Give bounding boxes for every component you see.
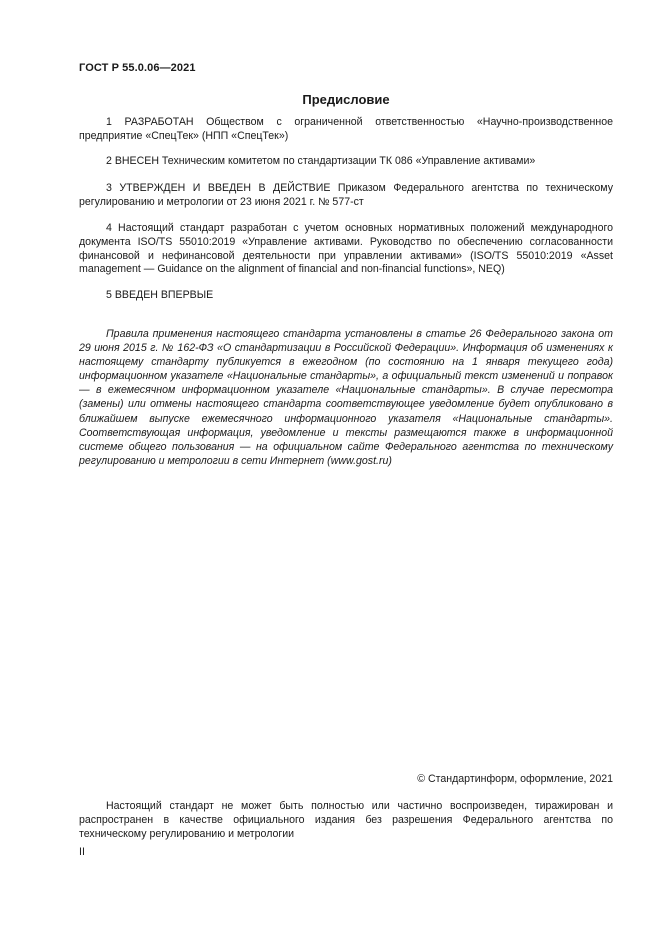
foreword-item-1: 1 РАЗРАБОТАН Обществом с ограниченной ответственностью «Научно-производственное предприятие «СпецТек» (НПП «СпецТек») [79,116,613,142]
foreword-title: Предисловие [302,92,390,107]
foreword-item-4: 4 Настоящий стандарт разработан с учетом основных нормативных положений международного документа ISO/TS 55010:2019 «Управление активами. Руководство по обеспечению согласованности финансовой и нефинансовой деятельности при управлении активами» (ISO/TS 55010:2019 «Asset management — Guidance on the alignment of financial and non-financial functions», NEQ) [79,222,613,276]
application-rules-notice: Правила применения настоящего стандарта установлены в статье 26 Федерального закона от 29 июня 2015 г. № 162-ФЗ «О стандартизации в Российской Федерации». Информация об изменениях к настоящему стандарту публикуется в ежегодном (по состоянию на 1 января текущего года) информационном указателе «Национальные стандарты», а официальный текст изменений и поправок — в ежемесячном информационном указателе «Национальные стандарты». В случае пересмотра (замены) или отмены настоящего стандарта соответствующее уведомление будет опубликовано в ближайшем выпуске ежемесячного информационного указателя «Национальные стандарты». Соответствующая информация, уведомление и тексты размещаются также в информационной системе общего пользования — на официальном сайте Федерального агентства по техническому регулированию и метрологии в сети Интернет (www.gost.ru) [79,328,613,467]
foreword-item-2: 2 ВНЕСЕН Техническим комитетом по стандартизации ТК 086 «Управление активами» [106,155,536,167]
foreword-item-3: 3 УТВЕРЖДЕН И ВВЕДЕН В ДЕЙСТВИЕ Приказом Федерального агентства по техническому регулированию и метрологии от 23 июня 2021 г. № 577-ст [79,182,613,208]
standard-number: ГОСТ Р 55.0.06—2021 [79,62,196,74]
reproduction-note: Настоящий стандарт не может быть полностью или частично воспроизведен, тиражирован и распространен в качестве официального издания без разрешения Федерального агентства по техническому регулированию и метрологии [79,800,613,840]
foreword-item-5: 5 ВВЕДЕН ВПЕРВЫЕ [106,289,214,301]
copyright-line: © Стандартинформ, оформление, 2021 [417,773,613,785]
page-number: II [79,846,85,858]
